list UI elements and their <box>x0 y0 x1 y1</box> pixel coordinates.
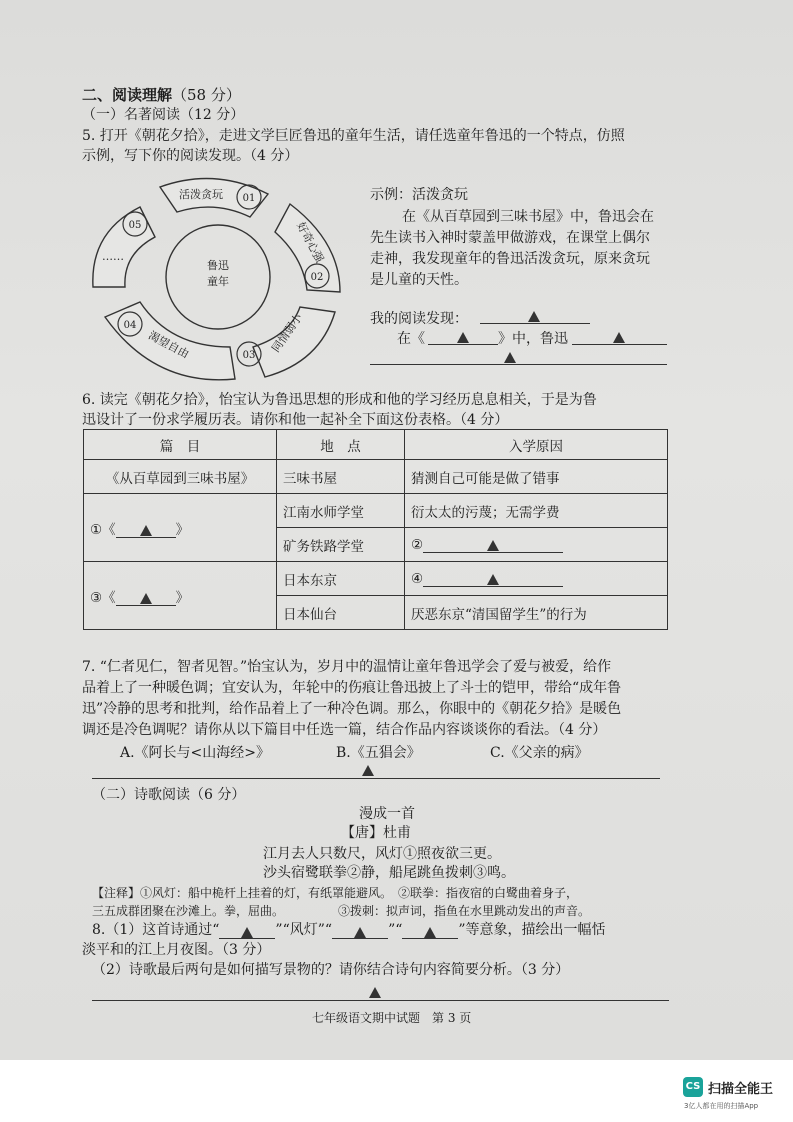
blank-marker-icon <box>241 927 253 938</box>
q8-q2: （2）诗歌最后两句是如何描写景物的？请你结合诗句内容简要分析。（3 分） <box>92 962 570 978</box>
finding-label: 我的阅读发现： <box>370 311 468 327</box>
blank-marker-icon <box>354 927 366 938</box>
app-slogan: 3亿人都在用的扫描App <box>684 1102 759 1110</box>
note-line-2: 三五成群团聚在沙滩上。拳，屈曲。 ③拨刺：拟声词，指鱼在水里跳动发出的声音。 <box>92 904 591 918</box>
header-title: 篇 目 <box>84 430 277 460</box>
r3b-reason: 厌恶东京“清国留学生”的行为 <box>405 596 668 630</box>
poem-title: 漫成一首 <box>359 806 415 822</box>
r3a-place: 日本东京 <box>277 562 405 596</box>
q7-answer-line[interactable] <box>92 778 660 779</box>
blank-marker-icon <box>362 765 374 776</box>
r2-title-cell[interactable] <box>84 494 277 562</box>
q8-answer-line[interactable] <box>92 1000 669 1001</box>
app-name: 扫描全能王 <box>708 1082 774 1097</box>
part1-title: （一）名著阅读（12 分） <box>82 107 245 123</box>
q8-blank-3[interactable] <box>402 923 458 939</box>
q7-line-3: 迅”冷静的思考和批判，给作品着上了一种冷色调。那么，你眼中的《朝花夕拾》是暖色 <box>82 701 622 717</box>
blank-marker-icon <box>424 927 436 938</box>
r2a-reason: 衍太太的污蔑；无需学费 <box>405 494 668 528</box>
page-footer: 七年级语文期中试题 第 3 页 <box>312 1011 472 1025</box>
seg2-label: 好奇心强 <box>294 219 327 265</box>
q8-part-c: ”“ <box>388 922 403 938</box>
r3-title-blank[interactable] <box>116 590 176 606</box>
q7-option-a[interactable]: A.《阿长与<山海经>》 <box>120 745 271 761</box>
header-place: 地 点 <box>277 430 405 460</box>
blank-marker-icon <box>140 525 152 536</box>
q7-option-c[interactable]: C.《父亲的病》 <box>490 745 589 761</box>
example-line-3: 走神，我发现童年的鲁迅活泼贪玩，原来贪玩 <box>370 251 650 267</box>
blank-marker-icon <box>504 352 516 363</box>
q8-blank-1[interactable] <box>219 923 275 939</box>
r3a-num: ④ <box>411 570 424 587</box>
q8-blank-2[interactable] <box>332 923 388 939</box>
poem-author: 【唐】杜甫 <box>341 825 411 841</box>
blank-marker-icon <box>528 311 540 322</box>
part2-title: （二）诗歌阅读（6 分） <box>92 787 246 803</box>
poem-line-2: 沙头宿鹭联拳②静，船尾跳鱼拨刺③鸣。 <box>263 865 515 881</box>
r2-close: 》 <box>175 521 190 538</box>
book-answer-line[interactable] <box>428 344 498 345</box>
q5-line2: 示例，写下你的阅读发现。（4 分） <box>82 148 299 164</box>
q8-line1 <box>92 921 606 939</box>
center-label-1: 鲁迅 <box>207 259 229 272</box>
section-score: （58 分） <box>172 86 241 104</box>
childhood-diagram <box>85 172 365 387</box>
r3a-reason-cell[interactable] <box>405 562 668 596</box>
example-line-1: 在《从百草园到三味书屋》中，鲁迅会在 <box>402 209 654 225</box>
r2-title-blank[interactable] <box>116 522 176 538</box>
center-label-2: 童年 <box>207 275 229 288</box>
scanner-footer <box>0 1060 793 1122</box>
r3-close: 》 <box>175 589 190 606</box>
blank-marker-icon <box>457 332 469 343</box>
r2b-place: 矿务铁路学堂 <box>277 528 405 562</box>
example-title: 示例：活泼贪玩 <box>370 187 468 203</box>
r2-num: ①《 <box>90 521 116 538</box>
r3a-reason-blank[interactable] <box>423 571 563 587</box>
app-logo: CS <box>683 1077 703 1097</box>
study-resume-table <box>83 429 668 630</box>
q6-line1: 6. 读完《朝花夕拾》，怡宝认为鲁迅思想的形成和他的学习经历息息相关，于是为鲁 <box>82 392 597 408</box>
r1-reason: 猜测自己可能是做了错事 <box>405 460 668 494</box>
r2b-reason-blank[interactable] <box>423 537 563 553</box>
q8-part-a: 8.（1）这首诗通过“ <box>92 922 220 938</box>
r3-num: ③《 <box>90 589 116 606</box>
q6-line2: 迅设计了一份求学履历表。请你和他一起补全下面这份表格。（4 分） <box>82 412 509 428</box>
trait-answer-line[interactable] <box>572 344 667 345</box>
r2b-reason-cell[interactable] <box>405 528 668 562</box>
finding-answer-line[interactable] <box>480 323 590 324</box>
blank-marker-icon <box>613 332 625 343</box>
in-label-a: 在《 <box>397 331 425 347</box>
q7-line-1: 7. “仁者见仁，智者见智。”怡宝认为，岁月中的温情让童年鲁迅学会了爱与被爱，给作 <box>82 659 612 675</box>
r1-place: 三味书屋 <box>277 460 405 494</box>
blank-marker-icon <box>369 987 381 998</box>
seg4-label: 渴望自由 <box>146 328 192 361</box>
q7-option-b[interactable]: B.《五猖会》 <box>336 745 421 761</box>
q5-line1: 5. 打开《朝花夕拾》，走进文学巨匠鲁迅的童年生活，请任选童年鲁迅的一个特点，仿照 <box>82 128 625 144</box>
example-line-4: 是儿童的天性。 <box>370 272 468 288</box>
seg5-num: 05 <box>128 220 142 231</box>
section-title-wrap <box>82 86 241 104</box>
r2a-place: 江南水师学堂 <box>277 494 405 528</box>
seg1-label: 活泼贪玩 <box>179 188 223 201</box>
r1-title: 《从百草园到三味书屋》 <box>84 460 277 494</box>
table-header-row <box>84 430 668 460</box>
seg1-num: 01 <box>242 193 256 204</box>
table-row <box>84 494 668 528</box>
blank-marker-icon <box>140 593 152 604</box>
seg4-num: 04 <box>123 320 137 331</box>
poem-line-1: 江月去人只数尺，风灯①照夜欲三更。 <box>263 846 501 862</box>
seg3-label: 同情弱小 <box>269 311 306 355</box>
r3b-place: 日本仙台 <box>277 596 405 630</box>
in-label-b: 》中，鲁迅 <box>498 331 568 347</box>
q7-line-4: 调还是冷色调呢？请你从以下篇目中任选一篇，结合作品内容谈谈你的看法。（4 分） <box>82 722 607 738</box>
r2b-num: ② <box>411 536 424 553</box>
blank-marker-icon <box>487 540 499 551</box>
table-row <box>84 460 668 494</box>
blank-marker-icon <box>487 574 499 585</box>
seg5-label: …… <box>102 250 124 263</box>
r3-title-cell[interactable] <box>84 562 277 630</box>
seg2-num: 02 <box>310 272 324 283</box>
extra-answer-line[interactable] <box>370 364 667 365</box>
q8-part-b: ”“风灯”“ <box>275 922 333 938</box>
seg3-num: 03 <box>242 350 256 361</box>
header-reason: 入学原因 <box>405 430 668 460</box>
table-row <box>84 562 668 596</box>
section-title: 二、阅读理解 <box>82 86 173 104</box>
q8-part-d: ”等意象，描绘出一幅恬 <box>458 922 606 938</box>
example-line-2: 先生读书入神时蒙盖甲做游戏，在课堂上偶尔 <box>370 230 650 246</box>
note-line-1: 【注释】①风灯：船中桅杆上挂着的灯，有纸罩能避风。 ②联拳：指夜宿的白鹭曲着身子， <box>92 886 579 900</box>
q7-line-2: 品着上了一种暖色调；宜安认为，年轮中的伤痕让鲁迅披上了斗士的铠甲，带给“成年鲁 <box>82 680 622 696</box>
q8-line2: 淡平和的江上月夜图。（3 分） <box>82 942 271 958</box>
